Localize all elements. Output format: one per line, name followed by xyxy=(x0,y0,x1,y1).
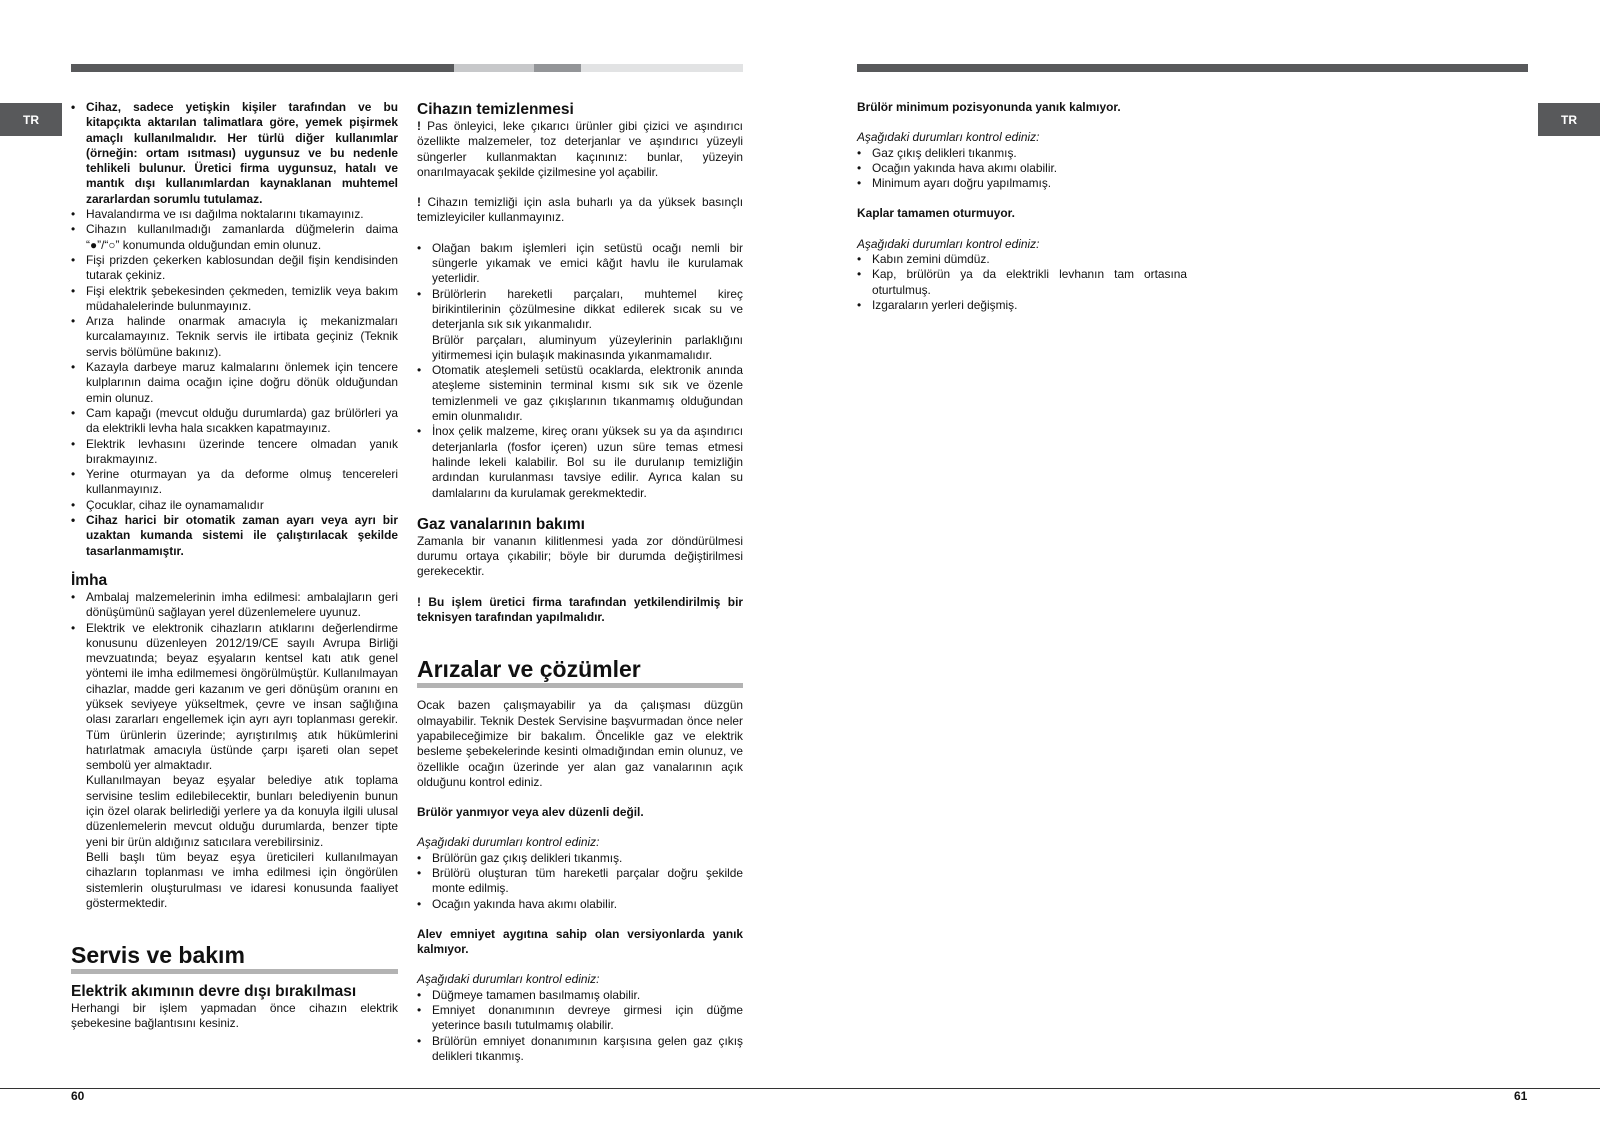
list-item: • Emniyet donanımının devreye girmesi için düğme yeterince basılı tutulmamış olabilir. xyxy=(417,1003,743,1034)
list-item: • Kabın zemini dümdüz. xyxy=(857,252,1187,267)
valves-title: Gaz vanalarının bakımı xyxy=(417,515,585,533)
fault-2-title: Alev emniyet aygıtına sahip olan versiyonlarda yanık kalmıyor. xyxy=(417,926,743,957)
list-item: • Cihaz, sadece yetişkin kişiler tarafından ve bu kitapçıkta aktarılan talimatlara göre, yemek pişirmek amaçlı kullanılmalıdır. Her türlü diğer kullanımlar (örneğin: ortam ısıtması) uygunsuz ve bu nedenle tehlikeli bulunur. Üretici firma uygunsuz, hatalı ve mantık dışı kullanımlardan kaynaklanan muhtemel zararlardan sorumlu tutulamaz. xyxy=(71,100,398,207)
list-item: • Olağan bakım işlemleri için setüstü ocağı nemli bir süngerle yıkamak ve emici kâğıt havlu ile kurulamak yeterlidir. xyxy=(417,241,743,287)
header-bar-light-2 xyxy=(581,64,743,72)
disposal-paragraph-1: Kullanılmayan beyaz eşyalar belediye atık toplama servisine teslim edilebilecektir, bunları belediyenin bunun için özel olarak belirlediği yerlere ya da konuyla ilgili ulusal düzenlemelerin mevcut olduğu durumlarda, benzer tipte yeni bir ürün aldığınız satıcılara verebilirsiniz. xyxy=(86,773,398,849)
cleaning-title: Cihazın temizlenmesi xyxy=(417,101,574,118)
list-item: • Kap, brülörün ya da elektrikli levhanın tam ortasına oturtulmuş. xyxy=(857,267,1187,298)
list-item: • Otomatik ateşlemeli setüstü ocaklarda, elektronik anında ateşleme sisteminin terminal kısmı sık sık ve özenle temizlenmeli ve gaz çıkışlarının tıkanmamış olduğundan emin olunmalıdır. xyxy=(417,363,743,424)
list-item: • Ambalaj malzemelerinin imha edilmesi: ambalajların geri dönüşümünü sağlayan yerel düzenlemelere uyunuz. xyxy=(71,590,398,621)
burner-subtext: Brülör parçaları, aluminyum yüzeylerinin parlaklığını yitirmemesi için bulaşık makinasında yıkanmamalıdır. xyxy=(432,332,743,362)
list-item: • İnox çelik malzeme, kireç oranı yüksek su ya da aşındırıcı deterjanlarla (fosfor içeren) uzun süre temas etmesi halinde lekeli kalabilir. Bol su ile durulanıp temizliğin ardından kurulanması tavsiye edilir. Ayrıca kalan su damlalarını da kurulamak gerekmektedir. xyxy=(417,424,743,500)
list-item: • Brülörü oluşturan tüm hareketli parçalar doğru şekilde monte edilmiş. xyxy=(417,866,743,897)
warning-text: Pas önleyici, leke çıkarıcı ürünler gibi çizici ve aşındırıcı özellikte malzemeler, toz deterjanlar ve aşındırıcı yüzeyli süngerler kullanmaktan kaçınınız: bunlar, yüzeyin onarılmayacak şekilde çizilmesine yol açabilir. xyxy=(417,119,743,179)
valves-text: Zamanla bir vananın kilitlenmesi yada zor döndürülmesi durumu ortaya çıkabilir; böyle bir durumda değiştirilmesi gerekecektir. xyxy=(417,533,743,579)
footer-rule xyxy=(0,1088,1600,1089)
list-item: • Yerine oturmayan ya da deforme olmuş tencereleri kullanmayınız. xyxy=(71,467,398,498)
list-item: • Çocuklar, cihaz ile oynamamalıdır xyxy=(71,498,398,513)
page-number-right: 61 xyxy=(1514,1089,1528,1103)
cleaning-warning-2 xyxy=(417,195,743,226)
fault-2-list xyxy=(417,988,743,1064)
disposal-text: Elektrik ve elektronik cihazların atıklarını değerlendirme konusunu düzenleyen 2012/19/CE sayılı Avrupa Birliği mevzuatında; beyaz eşyaların kentsel katı atık genel yöntemi ile imha edilmemesi öngörülmüştür. Kullanılmayan cihazlar, madde geri kazanım ve geri dönüşüm oranını en yüksek seviyeye yükseltmek, çevre ve insan sağlığına olası zararları engellemek için ayrı ayrı toplanması gerekir. Tüm ürünlerin üzerinde; ayrıştırılmış atık hükümlerini hatırlatmak amacıyla üstünde çarpı işareti olan sepet sembolü yer almaktadır. xyxy=(86,620,398,773)
power-off-title: Elektrik akımının devre dışı bırakılması xyxy=(71,983,357,1001)
disposal-list xyxy=(71,590,398,911)
fault-1-title: Brülör yanmıyor veya alev düzenli değil. xyxy=(417,805,644,820)
warning-mark: ! xyxy=(417,594,421,609)
right-column-1 xyxy=(857,100,1187,313)
burner-text: Brülörlerin hareketli parçaları, muhtemel kireç birikintilerinin çözülmesine dikkat edilerek sıcak su ve deterjanla sık sık yıkanmalıdır. xyxy=(432,286,743,332)
lang-tab-right: TR xyxy=(1538,103,1600,136)
page-number-left: 60 xyxy=(71,1089,85,1103)
warning-mark: ! xyxy=(417,119,421,133)
valves-warning xyxy=(417,595,743,626)
cleaning-list xyxy=(417,241,743,501)
service-title: Servis ve bakım xyxy=(71,941,398,974)
list-item: • Cihazın kullanılmadığı zamanlarda düğmelerin daima “●”/“○” konumunda olduğundan emin olunuz. xyxy=(71,222,398,253)
list-item: • Cihaz harici bir otomatik zaman ayarı veya ayrı bir uzaktan kumanda sistemi ile çalıştırılacak şekilde tasarlanmamıştır. xyxy=(71,513,398,559)
list-item: • Ocağın yakında hava akımı olabilir. xyxy=(857,161,1187,176)
warning-mark: ! xyxy=(417,195,421,210)
left-column-2 xyxy=(417,100,743,1064)
fault-3-list xyxy=(857,146,1187,192)
fault-4-title: Kaplar tamamen oturmuyor. xyxy=(857,206,1015,221)
warning-text: Bu işlem üretici firma tarafından yetkilendirilmiş bir teknisyen tarafından yapılmalıdır. xyxy=(417,594,743,625)
check-label: Aşağıdaki durumları kontrol ediniz: xyxy=(417,972,600,987)
header-bar-dark-left xyxy=(71,64,454,72)
left-column-1 xyxy=(71,100,398,1032)
list-item: • Düğmeye tamamen basılmamış olabilir. xyxy=(417,988,743,1003)
list-item: • Cam kapağı (mevcut olduğu durumlarda) gaz brülörleri ya da elektrikli levha hala sıcakken kapatmayınız. xyxy=(71,406,398,437)
list-item: • Brülörün gaz çıkış delikleri tıkanmış. xyxy=(417,851,743,866)
check-label: Aşağıdaki durumları kontrol ediniz: xyxy=(857,130,1040,145)
list-item: • Arıza halinde onarmak amacıyla iç mekanizmaları kurcalamayınız. Teknik servis ile irtibata geçiniz (Teknik servis bölümüne bakınız). xyxy=(71,314,398,360)
lang-tab-left: TR xyxy=(0,103,62,136)
check-label: Aşağıdaki durumları kontrol ediniz: xyxy=(417,835,600,850)
list-item: • Fişi prizden çekerken kablosundan değil fişin kendisinden tutarak çekiniz. xyxy=(71,253,398,284)
fault-4-list xyxy=(857,252,1187,313)
list-item xyxy=(417,287,743,363)
header-bar-light-1 xyxy=(454,64,534,72)
list-item: • Havalandırma ve ısı dağılma noktalarını tıkamayınız. xyxy=(71,207,398,222)
cleaning-warning-1 xyxy=(417,119,743,180)
list-item: • Minimum ayarı doğru yapılmamış. xyxy=(857,176,1187,191)
list-item: • Izgaraların yerleri değişmiş. xyxy=(857,298,1187,313)
faults-title: Arızalar ve çözümler xyxy=(417,655,743,688)
list-item: • Ocağın yakında hava akımı olabilir. xyxy=(417,897,743,912)
list-item xyxy=(71,621,398,912)
list-item: • Kazayla darbeye maruz kalmalarını önlemek için tencere kulplarının daima ocağın içine doğru dönük olduğundan emin olunuz. xyxy=(71,360,398,406)
faults-intro: Ocak bazen çalışmayabilir ya da çalışması düzgün olmayabilir. Teknik Destek Servisine başvurmadan önce neler yapabileceğimize bir bakalım. Öncelikle gaz ve elektrik besleme şebekelerinde kesinti olmadığından emin olunuz, ve özellikle ocağın üzerinde yer alan gaz vanalarının açık olduğunu kontrol ediniz. xyxy=(417,698,743,789)
safety-list xyxy=(71,100,398,559)
disposal-paragraph-2: Belli başlı tüm beyaz eşya üreticileri kullanılmayan cihazların toplanması ve imha edilmesi için öngörülen sistemlerin oluşturulması ve idaresi konusunda faaliyet göstermektedir. xyxy=(86,849,398,910)
fault-1-list xyxy=(417,851,743,912)
fault-3-title: Brülör minimum pozisyonunda yanık kalmıyor. xyxy=(857,100,1121,114)
list-item: • Gaz çıkış delikleri tıkanmış. xyxy=(857,146,1187,161)
header-bar-mid xyxy=(534,64,581,72)
check-label: Aşağıdaki durumları kontrol ediniz: xyxy=(857,236,1040,251)
list-item: • Fişi elektrik şebekesinden çekmeden, temizlik veya bakım müdahalelerinde bulunmayınız. xyxy=(71,284,398,315)
warning-text: Cihazın temizliği için asla buharlı ya da yüksek basınçlı temizleyiciler kullanmayınız. xyxy=(417,195,743,225)
list-item: • Elektrik levhasını üzerinde tencere olmadan yanık bırakmayınız. xyxy=(71,437,398,468)
power-off-text: Herhangi bir işlem yapmadan önce cihazın elektrik şebekesine bağlantısını kesiniz. xyxy=(71,1001,398,1031)
header-bar-dark-right xyxy=(857,64,1528,72)
disposal-title: İmha xyxy=(71,571,108,589)
list-item: • Brülörün emniyet donanımının karşısına gelen gaz çıkış delikleri tıkanmış. xyxy=(417,1034,743,1065)
